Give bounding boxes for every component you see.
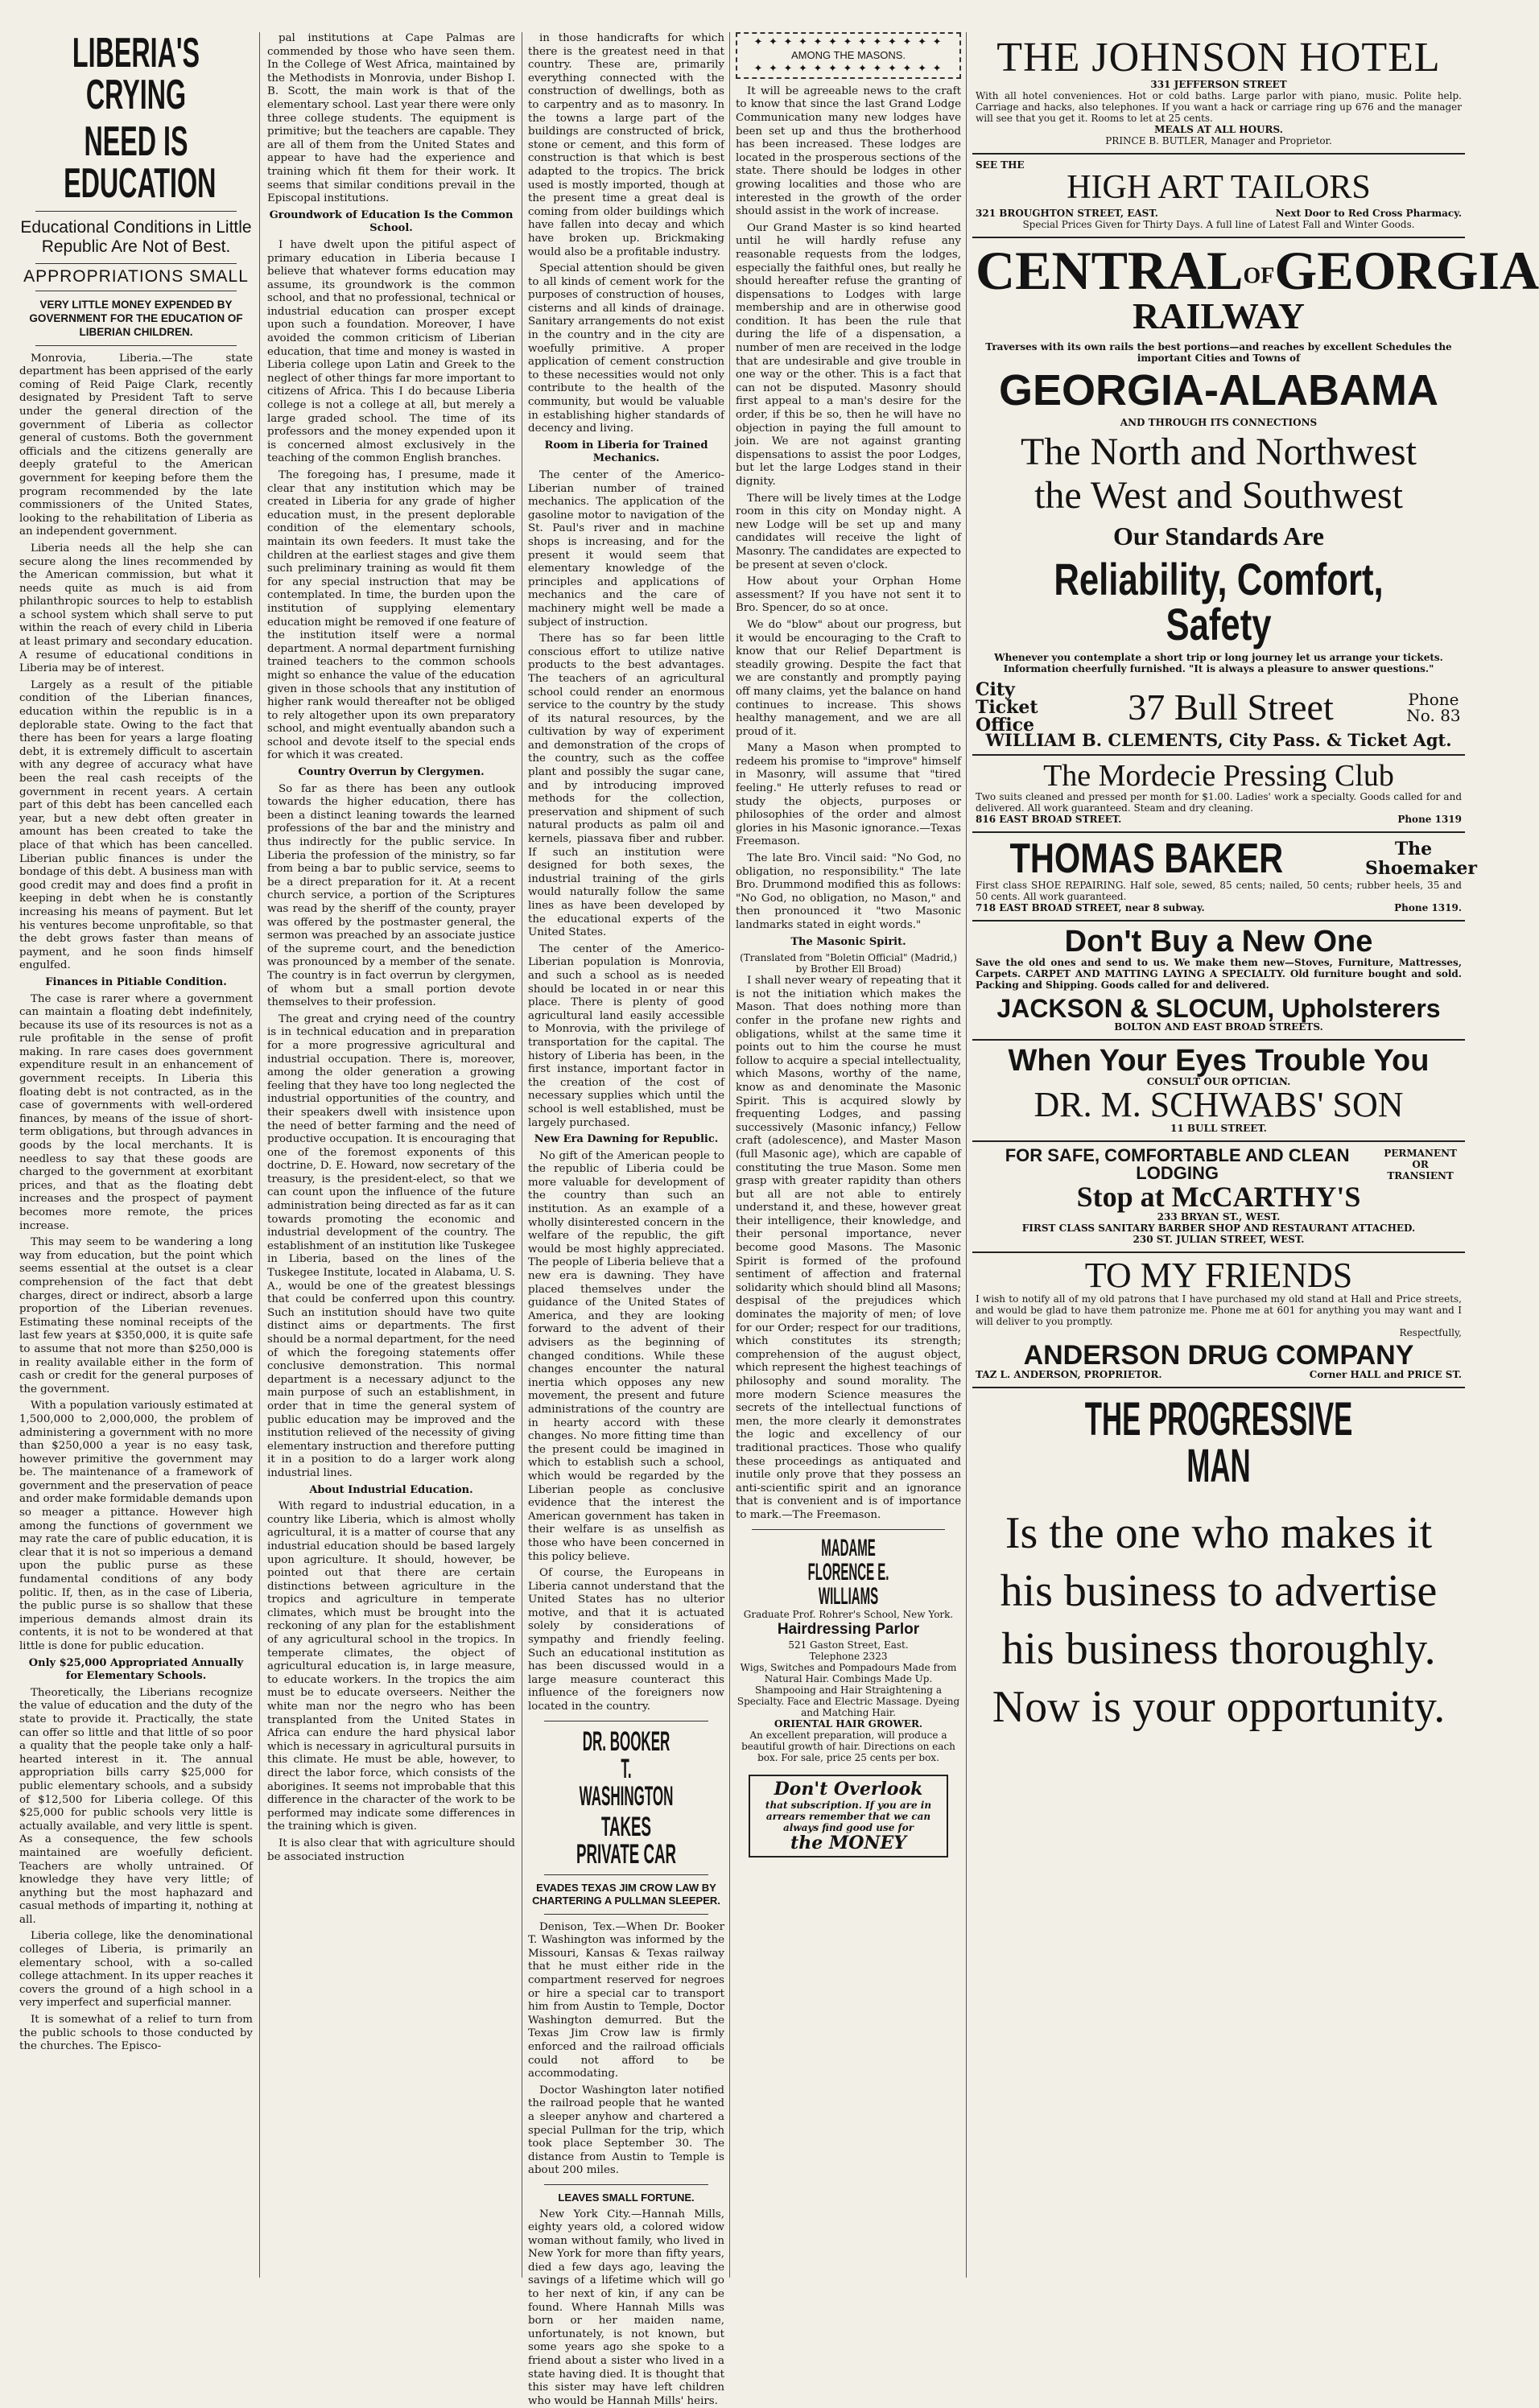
column-2	[267, 32, 515, 2270]
progressive-line-4: Now is your opportunity.	[976, 1684, 1462, 1730]
subhead: Country Overrun by Clergymen.	[267, 766, 515, 780]
ad-florence-telephone: Telephone 2323	[736, 1651, 961, 1662]
anderson-corner: Corner HALL and PRICE ST.	[1310, 1369, 1462, 1380]
tailors-next-door: Next Door to Red Cross Pharmacy.	[1276, 208, 1462, 219]
tailors-address: 321 BROUGHTON STREET, EAST.	[976, 208, 1158, 219]
jackson-title: JACKSON & SLOCUM, Upholsterers	[976, 996, 1462, 1021]
cg-railway: RAILWAY	[976, 298, 1462, 335]
eyes-consult: CONSULT OUR OPTICIAN.	[976, 1076, 1462, 1087]
johnson-title: THE JOHNSON HOTEL	[976, 37, 1462, 79]
progressive-title: THE PROGRESSIVE MAN	[976, 1396, 1462, 1490]
ad-schwabs-optician	[972, 1041, 1465, 1142]
ad-johnson-hotel	[972, 32, 1465, 155]
article-paragraph: No gift of the American people to the republic of Liberia could be more valuable for development of the country than such an institution. As an example of a wholly disinterested concern in the welfare of the republic, the gift would be most highly appreciated. The people of Liberia believe that a new era is dawning. They have placed themselves under the guidance of the United States of America, and they are looking forward to the advent of their advisers as the beginning of changed conditions. While these changes encounter the natural inertia which opposes any new movement, the present and future administrations of the country are in hearty accord with these changes. No more fitting time than the present could be imagined in which to establish such a school, which would be regarded by the Liberian people as conclusive evidence that the interest the American government has taken in their welfare is as unselfish as those who have been concerned in this policy believe.	[528, 1150, 724, 1564]
subhead: About Industrial Education.	[267, 1484, 515, 1498]
article-paragraph: in those handicrafts for which there is the greatest need in that country. These are, primarily everything connected with the construction of dwellings, both as to carpentry and as to masonry. In the towns a large part of the buildings are constructed of brick, stone or cement, and this form of construction is that which is best adapted to the tropics. The brick used is mostly imported, though at the present time a great deal is coming from older buildings which have fallen into decay and which have broken up. Brickmaking would also be a profitable industry.	[528, 32, 724, 259]
johnson-proprietor: PRINCE B. BUTLER, Manager and Proprietor.	[976, 135, 1462, 146]
column-4	[736, 32, 961, 2270]
anderson-proprietor: TAZ L. ANDERSON, PROPRIETOR.	[976, 1369, 1162, 1380]
overlook-body: that subscription. If you are in arrears remember that we can always find good use for	[757, 1800, 940, 1833]
article-paragraph: With a population variously estimated at 1,500,000 to 2,000,000, the problem of administering a government with no more than $250,000 a year is no easy task, however primitive the government may be. The maintenance of a framework of government and the preservation of peace and order make formidable demands upon so meager a pittance. However high among the functions of government we may rate the care of public education, it is clear that it is not so imperious a demand upon the public purse as these fundamental conditions of any body politic. If, then, as in the case of Liberia, the public purse is so shallow that these imperious demands almost drain its contents, it is not to be wondered at that little is done for public education.	[19, 1400, 253, 1653]
ad-mordecie-pressing	[972, 756, 1465, 833]
article-paragraph: There will be lively times at the Lodge room in this city on Monday night. A new Lodge will be set up and many candidates will receive the light of Masonry. The candidates are expected to be present at seven o'clock.	[736, 493, 961, 573]
column-rule	[259, 32, 260, 2278]
article-paragraph: The case is rarer where a government can maintain a floating debt indefinitely, because its use of its resources is not as a rule profitable in the sense of profit making. In rare cases does government expenditure result in an enhancement of government receipts. In Liberia this floating debt is not contracted, as in the case of governments with well-ordered finances, by means of the issue of short-term obligations, but through advances in goods by the local merchants. It is needless to say that these goods are charged to the government at exorbitant prices, and that as the floating debt increases and the prospect of payment becomes more remote, the prices increase.	[19, 993, 253, 1234]
article-paragraph: How about your Orphan Home assessment? If you have not sent it to Bro. Spencer, do so at once.	[736, 575, 961, 616]
cg-reliability: Reliability, Comfort, Safety	[976, 557, 1462, 647]
cg-bull-street: 37 Bull Street	[1128, 689, 1334, 726]
tailors-see-the: SEE THE	[976, 159, 1462, 171]
article-paragraph: This may seem to be wandering a long way from education, but the point which seems essential at the outset is a clear comprehension of the fact that debt charges, direct or indirect, absorb a large proportion of the Liberian revenues. Estimating these nominal receipts of the last few years at $350,000, it is quite safe to assume that not more than $250,000 is in reality available either in the form of cash or credit for the general purposes of the government.	[19, 1236, 253, 1396]
masons-title: AMONG THE MASONS.	[739, 49, 958, 63]
deck-educational-conditions: Educational Conditions in Little Republic Are Not of Best.	[19, 218, 253, 257]
column-rule	[966, 32, 967, 2278]
ad-dont-buy-new	[972, 922, 1465, 1041]
progressive-line-3: his business thoroughly.	[976, 1627, 1462, 1672]
deck-evades: EVADES TEXAS JIM CROW LAW BY CHARTERING A PULLMAN SLEEPER.	[528, 1882, 724, 1907]
article-paragraph: Denison, Tex.—When Dr. Booker T. Washington was informed by the Missouri, Kansas & Texas railway that he must either ride in the compartment reserved for negroes or hire a special car to transport him from Austin to Temple, Doctor Washington demurred. But the Texas Jim Crow law is firmly enforced and the railroad officials could not afford to be accommodating.	[528, 1921, 724, 2081]
headline-liberia-1: LIBERIA'S CRYING	[19, 32, 253, 116]
article-paragraph: Our Grand Master is so kind hearted until he will hardly refuse any reasonable requests from the lodges, especially the faithful ones, but really he should hereafter refuse the granting of dispensations to Lodges with large membership and are in otherwise good condition. It has been the rule that during the life of a dispensation, a number of men are received in the lodge that are undesirable and give trouble in one way or the other. This is a fact that can not be disputed. Masonry should first appeal to a man's desire for the order, if this be so, then he will have no objection in paying the full amount to join. We are not against granting dispensations to assist the poor Lodges, but let the large Lodges stand in their dignity.	[736, 222, 961, 489]
overlook-title: Don't Overlook	[757, 1783, 940, 1796]
johnson-meals: MEALS AT ALL HOURS.	[976, 124, 1462, 135]
ad-to-my-friends	[972, 1253, 1465, 1388]
article-paragraph: It is also clear that with agriculture should be associated instruction	[267, 1837, 515, 1864]
article-paragraph: I have dwelt upon the pitiful aspect of primary education in Liberia because I believe that whatever forms education may assume, its groundwork is the common school, and that no professional, technical or industrial education can prosper except upon such a foundation. Moreover, I have avoided the common criticism of Liberian education, that time and money is wasted in Liberia college upon Latin and Greek to the neglect of other things far more important to citizens of Africa. This I do because Liberia college is not a college at all, but merely a large graded school. The time of its professors and the money expended upon it is concerned almost exclusively in the teaching of the common English branches.	[267, 239, 515, 466]
article-paragraph: Of course, the Europeans in Liberia cannot understand that the United States has no ulterior motive, and that it is actuated solely by considerations of sympathy and friendly feeling. Such an educational institution as has been discussed would in a large measure counteract this influence of the foreigners now located in the country.	[528, 1567, 724, 1714]
mcc-title: FOR SAFE, COMFORTABLE AND CLEAN LODGING	[976, 1147, 1379, 1182]
ad-central-of-georgia	[972, 238, 1465, 756]
cg-traverses: Traverses with its own rails the best portions—and reaches by excellent Schedules the important Cities and Towns of	[976, 341, 1462, 364]
article-paragraph: pal institutions at Cape Palmas are commended by those who have seen them. In the College of West Africa, maintained by the Methodists in Monrovia, under Bishop I. B. Scott, the main work is that of the elementary school. Last year there were only three college students. The equipment is primitive; but the teachers are capable. They are all of them from the United States and appear to have had the experience and training which fit them for their work. It seems that similar conditions prevail in the Episcopal institutions.	[267, 32, 515, 206]
anderson-title: ANDERSON DRUG COMPANY	[976, 1342, 1462, 1369]
ad-florence-grad: Graduate Prof. Rohrer's School, New York.	[736, 1609, 961, 1620]
article-paragraph: Liberia college, like the denominational colleges of Liberia, is primarily an elementary school, with a so-called college attachment. In its upper reaches it covers the ground of a high school in a very imperfect and superficial manner.	[19, 1930, 253, 2010]
mordecie-body: Two suits cleaned and pressed per month for $1.00. Ladies' work a specialty. Goods called for and delivered. All work guaranteed. Steam and dry cleaning.	[976, 791, 1462, 814]
ad-florence-williams	[736, 1536, 961, 1764]
headline-leaves-fortune: LEAVES SMALL FORTUNE.	[528, 2192, 724, 2205]
subhead: Only $25,000 Appropriated Annually for Elementary Schools.	[19, 1657, 253, 1684]
ad-dont-overlook	[749, 1775, 948, 1858]
baker-phone: Phone 1319.	[1394, 902, 1462, 913]
cg-north: The North and Northwest	[976, 433, 1462, 472]
mordecie-title: The Mordecie Pressing Club	[976, 761, 1462, 791]
friends-body: I wish to notify all of my old patrons that I have purchased my old stand at Hall and Price streets, and would be glad to have them patronize me. Phone me at 601 for anything you may want and I will deliver to you promptly.	[976, 1293, 1462, 1327]
article-paragraph: There has so far been little conscious effort to utilize native products to the best advantages. The teachers of an agricultural school could render an enormous service to the country by the study of its natural resources, by the cultivation by way of experiment and demonstration of the crops of the country, such as the coffee plant and possibly the sugar cane, and by introducing improved methods for the collection, preservation and shipment of such natural products as palm oil and kernels, piassava fiber and rubber. If such an institution were designed for both sexes, the industrial training of the girls would naturally follow the same lines as have been developed by the educational experts of the United States.	[528, 633, 724, 940]
article-paragraph: It will be agreeable news to the craft to know that since the last Grand Lodge Communication many new lodges have been set up and thus the brotherhood has been increased. These lodges are located in the prosperous sections of the state. There should be lodges in other growing localities and those who are interested in the growth of the order should assist in the work of increase.	[736, 85, 961, 219]
article-paragraph: Theoretically, the Liberians recognize the value of education and the duty of the state to provide it. Practically, the state can offer so little and that little of so poor a quality that the people take only a half-hearted interest in it. The annual appropriation bills carry $25,000 for public elementary schools, and a subsidy of $12,500 for Liberia college. Of this $25,000 for public schools very little is actually available, and very little is spent. As a consequence, the few schools maintained are woefully deficient. Teachers are wholly untrained. Of knowledge they have very little; of anything but the most haphazard and casual methods of imparting it, nothing at all.	[19, 1687, 253, 1928]
article-paragraph: I shall never weary of repeating that it is not the initiation which makes the Mason. That does nothing more than confer in the profane new rights and obligations, whilst at the same time it points out to him the course he must follow to acquire a special intellectuality, which Masons, worthy of the name, know as and denominate the Masonic Spirit. This is acquired slowly by frequenting Lodges, and passing successively (Masonic infancy,) Fellow craft (adolescence), and Master Mason (full Masonic age), which are capable of constituting the true Mason. Some men grasp with greater rapidity than others but all are not able to entirely understand it, and these, however great their intelligence, their knowledge, and their personal importance, never become good Masons. The Masonic Spirit is formed of the profound sentiment of affection and fraternal solidarity which should blind all Masons; despisal of the prejudices which dominates the majority of men; of love for our Order; respect for our traditions, which constitutes its strength; comprehension of the august object, which represent the highest teachings of philosophy and sound morality. The more modern Science measures the secrets of the intellectual functions of men, the more clearly it demonstrates the logic and excellency of our traditional practices. Those who qualify these proceedings as antiquated and inutile only prove that they possess an anti-scientific spirit and an ignorance that is convenient and is of importance to mark.—The Freemason.	[736, 975, 961, 1522]
article-paragraph: Monrovia, Liberia.—The state department has been apprised of the early coming of Reid Paige Clark, recently designated by President Taft to serve under the general direction of the government of Liberia as collector general of customs. Both the government officials and the citizens generally are deeply grateful to the American government for keeping before them the program recommended by the late commissioners of the United States, looking to the rehabilitation of Liberia as an independent government.	[19, 353, 253, 539]
mcc-address: 233 BRYAN ST., WEST.	[976, 1211, 1462, 1223]
baker-title: THOMAS BAKER	[976, 838, 1318, 880]
jackson-address: BOLTON AND EAST BROAD STREETS.	[976, 1021, 1462, 1033]
dontbuy-body: Save the old ones and send to us. We make them new—Stoves, Furniture, Mattresses, Carpets. CARPET AND MATTING LAYING A SPECIALTY. Old furniture bought and sold. Packing and Shipping. Goods called for and delivered.	[976, 957, 1462, 991]
headline-liberia-2: NEED IS EDUCATION	[19, 121, 253, 204]
deck-very-little-money: VERY LITTLE MONEY EXPENDED BY GOVERNMENT FOR THE EDUCATION OF LIBERIAN CHILDREN.	[19, 298, 253, 339]
article-paragraph: Largely as a result of the pitiable condition of the Liberian finances, education within the republic is in a deplorable state. Owing to the fact that there has been for years a large floating debt, it is extremely difficult to ascertain with any degree of accuracy what have been the real cash receipts of the government in recent years. A certain part of this debt has been cancelled each year, but a new debt often greater in amount has been created to take the place of that which has been cancelled. Liberian public finances is under the bondage of this debt. A business man with good credit may and does find a profit in keeping in debt when he is constantly increasing his means of payment. But let his ventures become unprofitable, so that the debt grows faster than means of payment, and he soon finds himself engulfed.	[19, 679, 253, 973]
ad-florence-services: Wigs, Switches and Pompadours Made from Natural Hair. Combings Made Up. Shampooing and Hair Straightening a Specialty. Face and Electric Massage. Dyeing and Matching Hair.	[736, 1662, 961, 1718]
article-paragraph: The late Bro. Vincil said: "No God, no obligation, no responsibility." The late Bro. Drummond modified this as follows: "No God, no obligation, no Mason," and then pronounced it "two Masonic landmarks stated in eight words."	[736, 852, 961, 933]
mcc-stop: Stop at McCARTHY'S	[976, 1182, 1462, 1211]
eyes-title: When Your Eyes Trouble You	[976, 1045, 1462, 1076]
johnson-address: 331 JEFFERSON STREET	[976, 79, 1462, 90]
article-paragraph: With regard to industrial education, in a country like Liberia, which is almost wholly agricultural, it is a matter of course that any industrial education should be based largely upon agriculture. It should, however, be pointed out that there are certain distinctions between agriculture in the tropics and agriculture in temperate climates, which must be brought into the reckoning of any plan for the establishment of any agricultural school in the tropics. In temperate climates, the object of agricultural education is, in large measure, to educate workers. In the tropics the aim must be to educate overseers. Neither the white man nor the negro who has been transplanted from the United States in Africa can endure the hard physical labor which is necessary in agricultural pursuits in this climate. He must be able, however, to direct the labor force, which consists of the aborigines. It seems not improbable that this difference in the character of the work to be performed may indicate some differences in the training which is given.	[267, 1500, 515, 1834]
mordecie-address: 816 EAST BROAD STREET.	[976, 814, 1121, 825]
column-ads	[972, 32, 1465, 2270]
cg-through: AND THROUGH ITS CONNECTIONS	[976, 417, 1462, 428]
friends-respectfully: Respectfully,	[976, 1327, 1462, 1338]
cg-georgia-alabama: GEORGIA-ALABAMA	[976, 369, 1462, 412]
ad-florence-address: 521 Gaston Street, East.	[736, 1639, 961, 1651]
ad-florence-name: MADAME FLORENCE E. WILLIAMS	[736, 1536, 961, 1609]
cg-west: the West and Southwest	[976, 476, 1462, 515]
baker-address: 718 EAST BROAD STREET, near 8 subway.	[976, 902, 1205, 913]
tailors-body: Special Prices Given for Thirty Days. A full line of Latest Fall and Winter Goods.	[976, 219, 1462, 230]
mordecie-phone: Phone 1319	[1397, 814, 1462, 825]
ad-high-art-tailors	[972, 155, 1465, 238]
cg-title: CENTRALOFGEORGIA	[976, 243, 1462, 298]
headline-washington-2: TAKES PRIVATE CAR	[528, 1813, 724, 1868]
article-paragraph: It is somewhat of a relief to turn from the public schools to those conducted by the churches. The Episco-	[19, 2014, 253, 2054]
mcc-attached: FIRST CLASS SANITARY BARBER SHOP AND RESTAURANT ATTACHED.	[976, 1223, 1462, 1234]
ad-progressive-man	[972, 1388, 1465, 1738]
cg-phone: Phone No. 83	[1405, 691, 1462, 724]
overlook-money: the MONEY	[757, 1837, 940, 1850]
ad-florence-grower-body: An excellent preparation, will produce a beautiful growth of hair. Directions on each box. For sale, price 25 cents per box.	[736, 1730, 961, 1763]
ad-florence-grower: ORIENTAL HAIR GROWER.	[736, 1718, 961, 1730]
column-1	[19, 32, 253, 2270]
article-paragraph: Special attention should be given to all kinds of cement work for the purposes of construction of houses, cisterns and all kinds of drainage. Sanitary arrangements do not exist in the country and in the city are woefully primitive. A proper application of cement construction to these necessities would not only contribute to the health of the community, but would be valuable in establishing higher standards of decency and living.	[528, 262, 724, 436]
cg-agent: WILLIAM B. CLEMENTS, City Pass. & Ticket Agt.	[976, 734, 1462, 748]
progressive-line-1: Is the one who makes it	[976, 1511, 1462, 1556]
cg-whenever: Whenever you contemplate a short trip or long journey let us arrange your tickets. Information cheerfully furnished. "It is always a pleasure to answer questions."	[976, 652, 1462, 674]
article-paragraph: The great and crying need of the country is in technical education and in preparation for a more progressive agricultural and industrial occupation. There is, moreover, among the older generation a growing feeling that they have too long neglected the industrial opportunities of the country, and their speakers dwell with insistence upon the need of better farming and the need of productive occupation. It is encouraging that one of the foremost exponents of this doctrine, D. E. Howard, now secretary of the treasury, is the president-elect, so that we can count upon the influence of the future administration being directed as far as it can towards promoting the economic and industrial development of the country. The establishment of an institution like Tuskegee in Liberia, based on the lines of the Tuskegee Institute, located in Alabama, U. S. A., would be one of the greatest blessings that could be conferred upon this country. Such an institution should have two quite distinct aims or departments. The first should be a normal department, for the need of which the foregoing statements offer conclusive demonstration. This normal department is a necessary adjunct to the main purpose of such an establishment, in order that in time the general system of public education may be improved and the institution relieved of the necessity of giving elementary instruction and therefore putting it in a position to do a larger work along industrial lines.	[267, 1013, 515, 1481]
baker-body: First class SHOE REPAIRING. Half sole, sewed, 85 cents; nailed, 50 cents; rubber heels, 35 and 50 cents. All work guaranteed.	[976, 880, 1462, 902]
column-3	[528, 32, 724, 2270]
eyes-name: DR. M. SCHWABS' SON	[976, 1087, 1462, 1123]
johnson-body: With all hotel conveniences. Hot or cold baths. Large parlor with piano, music. Polite help. Carriage and hacks, also telephones. If you want a hack or carriage ring up 676 and the manager will see that you get it. Rooms to let at 25 cents.	[976, 90, 1462, 124]
subhead: Room in Liberia for Trained Mechanics.	[528, 439, 724, 466]
translation-note: (Translated from "Boletin Official" (Madrid,) by Brother Ell Broad)	[736, 952, 961, 975]
friends-title: TO MY FRIENDS	[976, 1258, 1462, 1293]
masons-title-box: ✦ ✦ ✦ ✦ ✦ ✦ ✦ ✦ ✦ ✦ ✦ ✦ ✦ AMONG THE MASONS. ✦ ✦ ✦ ✦ ✦ ✦ ✦ ✦ ✦ ✦ ✦ ✦ ✦	[736, 32, 961, 79]
article-paragraph: Many a Mason when prompted to redeem his promise to "improve" himself in Masonry, will assume that "tired feeling." He utterly refuses to read or study the objects, purposes or philosophies of the order and almost glories in his Masonic ignorance.—Texas Freemason.	[736, 742, 961, 849]
ad-thomas-baker	[972, 833, 1465, 922]
article-paragraph: Doctor Washington later notified the railroad people that he wanted a sleeper anyhow and chartered a special Pullman for the trip, which took place September 30. The distance from Austin to Temple is about 200 miles.	[528, 2084, 724, 2178]
article-paragraph: So far as there has been any outlook towards the higher education, there has been a distinct leaning towards the learned professions of the bar and the ministry and thus indirectly for the public service. In Liberia the profession of the ministry, so far from being a bar to public service, seems to be a direct preparation for it. At a recent church service, a portion of the Scriptures was read by the sheriff of the county, prayer was offered by the postmaster general, the sermon was preached by an associate justice of the supreme court, and the benediction was pronounced by a member of the senate. The country is in fact overrun by clergymen, of whom but a small portion devote themselves to their profession.	[267, 783, 515, 1010]
article-paragraph: The center of the Americo-Liberian number of trained mechanics. The application of the gasoline motor to navigation of the St. Paul's river and in machine shops is increasing, and for the present it would seem that elementary knowledge of the principles and applications of mechanics and the care of machinery might well be made a subject of instruction.	[528, 469, 724, 629]
baker-shoemaker: The Shoemaker	[1365, 839, 1462, 878]
article-paragraph: New York City.—Hannah Mills, eighty years old, a colored widow woman without family, who lived in New York for more than fifty years, died a few days ago, leaving the savings of a lifetime which will go to her next of kin, if any can be found. Where Hannah Mills was born or her maiden name, unfortunately, is not known, but some years ago she spoke to a friend about a sister who lived in a state having died. It is thought that this sister may have left children who would be Hannah Mills' heirs.	[528, 2208, 724, 2408]
headline-washington-1: DR. BOOKER T. WASHINGTON	[528, 1728, 724, 1810]
cg-city-ticket: City Ticket Office	[976, 681, 1056, 734]
article-paragraph: The center of the Americo-Liberian population is Monrovia, and such a school as is needed should be located in or near this place. There is plenty of good agricultural land easily accessible to Monrovia, with the privilege of transportation for the capital. The history of Liberia has been, in the first instance, important factor in the creation of the cost of necessary supplies which until the school is well established, must be largely purchased.	[528, 943, 724, 1130]
cg-standards: Our Standards Are	[976, 523, 1462, 549]
ad-florence-title: Hairdressing Parlor	[736, 1623, 961, 1637]
ad-mccarthys	[972, 1142, 1465, 1253]
subhead: Groundwork of Education Is the Common School.	[267, 209, 515, 236]
deck-appropriations: APPROPRIATIONS SMALL	[19, 270, 253, 284]
column-rule	[729, 32, 730, 2278]
tailors-title: HIGH ART TAILORS	[976, 171, 1462, 204]
mcc-permanent: PERMANENT OR TRANSIENT	[1379, 1148, 1462, 1181]
dontbuy-title: Don't Buy a New One	[976, 926, 1462, 957]
article-paragraph: We do "blow" about our progress, but it would be encouraging to the Craft to know that our Relief Department is steadily growing. Despite the fact that we are constantly and promptly paying off many claims, yet the balance on hand continues to increase. This shows healthy management, and we are all proud of it.	[736, 619, 961, 739]
mcc-address-2: 230 ST. JULIAN STREET, WEST.	[976, 1234, 1462, 1245]
progressive-line-2: his business to advertise	[976, 1569, 1462, 1614]
subhead: New Era Dawning for Republic.	[528, 1133, 724, 1147]
article-paragraph: Liberia needs all the help she can secure along the lines recommended by the American commission, but what it needs quite as much is aid from philanthropic sources to help to establish a school system which shall serve to put within the reach of every child in Liberia at least primary and secondary education. A resume of educational conditions in Liberia may be of interest.	[19, 542, 253, 676]
subhead: The Masonic Spirit.	[736, 936, 961, 950]
subhead: Finances in Pitiable Condition.	[19, 976, 253, 990]
article-paragraph: The foregoing has, I presume, made it clear that any institution which may be created in Liberia for any grade of higher education must, in the present deplorable condition of the elementary schools, maintain its own feeders. It must take the children at the earliest stages and give them such preliminary training as would fit them for any special instruction that may be contemplated. In time, the burden upon the institution of supplying elementary education might be removed if one feature of the institution itself were a normal department. A normal department furnishing trained teachers to the common schools might so enhance the value of the education given in those schools that any institution of higher rank would thereafter not be obliged to rely altogether upon its own preparatory school, and might eventually abandon such a school and devote itself to the special ends for which it was created.	[267, 469, 515, 763]
eyes-address: 11 BULL STREET.	[976, 1123, 1462, 1134]
